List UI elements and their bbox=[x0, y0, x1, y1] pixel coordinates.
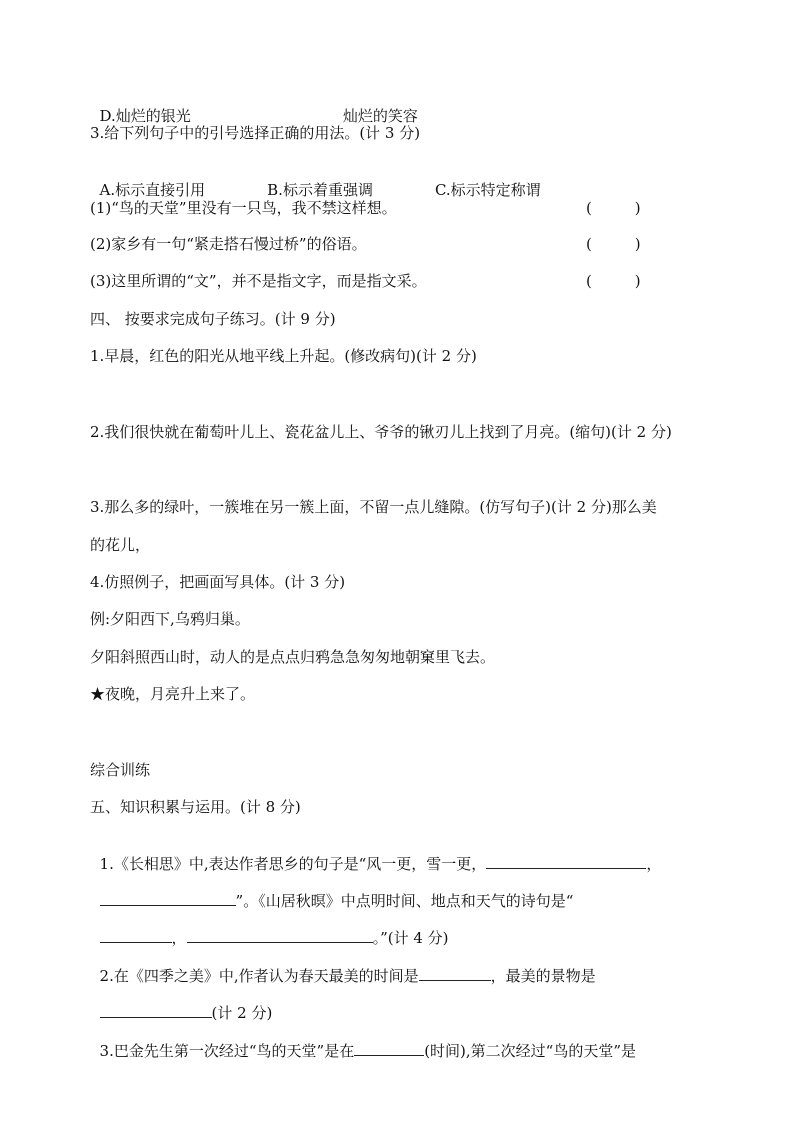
section-4-title: 四、 按要求完成句子练习。(计 9 分) bbox=[90, 310, 336, 328]
star-prompt: ★夜晚，月亮升上来了。 bbox=[90, 685, 256, 703]
blank-2[interactable] bbox=[100, 891, 236, 906]
section-5-title: 五、知识积累与运用。(计 8 分) bbox=[90, 798, 301, 816]
s4-question-3-cont: 的花儿， bbox=[90, 536, 151, 554]
blank-7[interactable] bbox=[354, 1041, 424, 1056]
s5-question-1-line2 bbox=[90, 871, 573, 911]
answer-paren-2[interactable]: ( ) bbox=[586, 235, 641, 253]
comma: ， bbox=[646, 855, 662, 873]
s5-question-3 bbox=[90, 1021, 636, 1061]
blank-6[interactable] bbox=[100, 1003, 212, 1018]
s5-question-1-line3 bbox=[90, 908, 449, 948]
item-3: (3)这里所谓的“文”，并不是指文字，而是指文采。 bbox=[90, 272, 427, 290]
blank-5[interactable] bbox=[419, 966, 491, 981]
s4-question-4: 4.仿照例子，把画面写具体。(计 3 分) bbox=[90, 573, 346, 591]
option-a: A.标示直接引用 bbox=[99, 181, 206, 199]
option-c: C.标示特定称谓 bbox=[434, 181, 541, 199]
section-heading-training: 综合训练 bbox=[90, 761, 151, 779]
quote-usage-options bbox=[90, 160, 541, 200]
answer-paren-1[interactable]: ( ) bbox=[586, 199, 641, 217]
blank-4[interactable] bbox=[187, 928, 373, 943]
s5-q2-text-3: (计 2 分) bbox=[211, 1004, 273, 1022]
option-d-second: 灿烂的笑容 bbox=[342, 107, 418, 125]
example-2: 夕阳斜照西山时，动人的是点点归鸦急急匆匆地朝窠里飞去。 bbox=[90, 648, 496, 666]
s5-question-2-line2 bbox=[90, 983, 272, 1023]
example-1: 例:夕阳西下,乌鸦归巢。 bbox=[90, 610, 250, 628]
s5-q3-text: 3.巴金先生第一次经过“鸟的天堂”是在 bbox=[99, 1042, 355, 1060]
answer-paren-3[interactable]: ( ) bbox=[586, 272, 641, 290]
s4-question-1: 1.早晨，红色的阳光从地平线上升起。(修改病句)(计 2 分) bbox=[90, 347, 477, 365]
s5-question-2 bbox=[90, 946, 596, 986]
s5-q1-text-2: ”。《山居秋暝》中点明时间、地点和天气的诗句是“ bbox=[235, 892, 574, 910]
s5-q2-text-2: ，最美的景物是 bbox=[490, 967, 596, 985]
s5-q2-text: 2.在《四季之美》中,作者认为春天最美的时间是 bbox=[99, 967, 419, 985]
item-2: (2)家乡有一句“紧走搭石慢过桥”的俗语。 bbox=[90, 235, 367, 253]
question-3-title: 3.给下列句子中的引号选择正确的用法。(计 3 分) bbox=[90, 124, 421, 142]
s5-q3-text-2: (时间),第二次经过“鸟的天堂”是 bbox=[424, 1042, 637, 1060]
blank-1[interactable] bbox=[486, 854, 646, 869]
s4-question-3: 3.那么多的绿叶，一簇堆在另一簇上面，不留一点儿缝隙。(仿写句子)(计 2 分)那么美 bbox=[90, 498, 657, 516]
blank-3[interactable] bbox=[100, 928, 172, 943]
s4-question-2: 2.我们很快就在葡萄叶儿上、瓷花盆儿上、爷爷的锹刃儿上找到了月亮。(缩句)(计 2 分) bbox=[90, 423, 672, 441]
s5-q1-text: 1.《长相思》中,表达作者思乡的句子是“风一更，雪一更， bbox=[99, 855, 487, 873]
item-1: (1)“鸟的天堂”里没有一只鸟，我不禁这样想。 bbox=[90, 199, 397, 217]
comma: ， bbox=[171, 929, 187, 947]
s5-q1-text-3: 。”(计 4 分) bbox=[372, 929, 449, 947]
s5-question-1 bbox=[90, 834, 661, 874]
option-b: B.标示着重强调 bbox=[267, 181, 373, 199]
option-d-first: D.灿烂的银光 bbox=[99, 107, 191, 125]
option-d bbox=[90, 86, 418, 126]
